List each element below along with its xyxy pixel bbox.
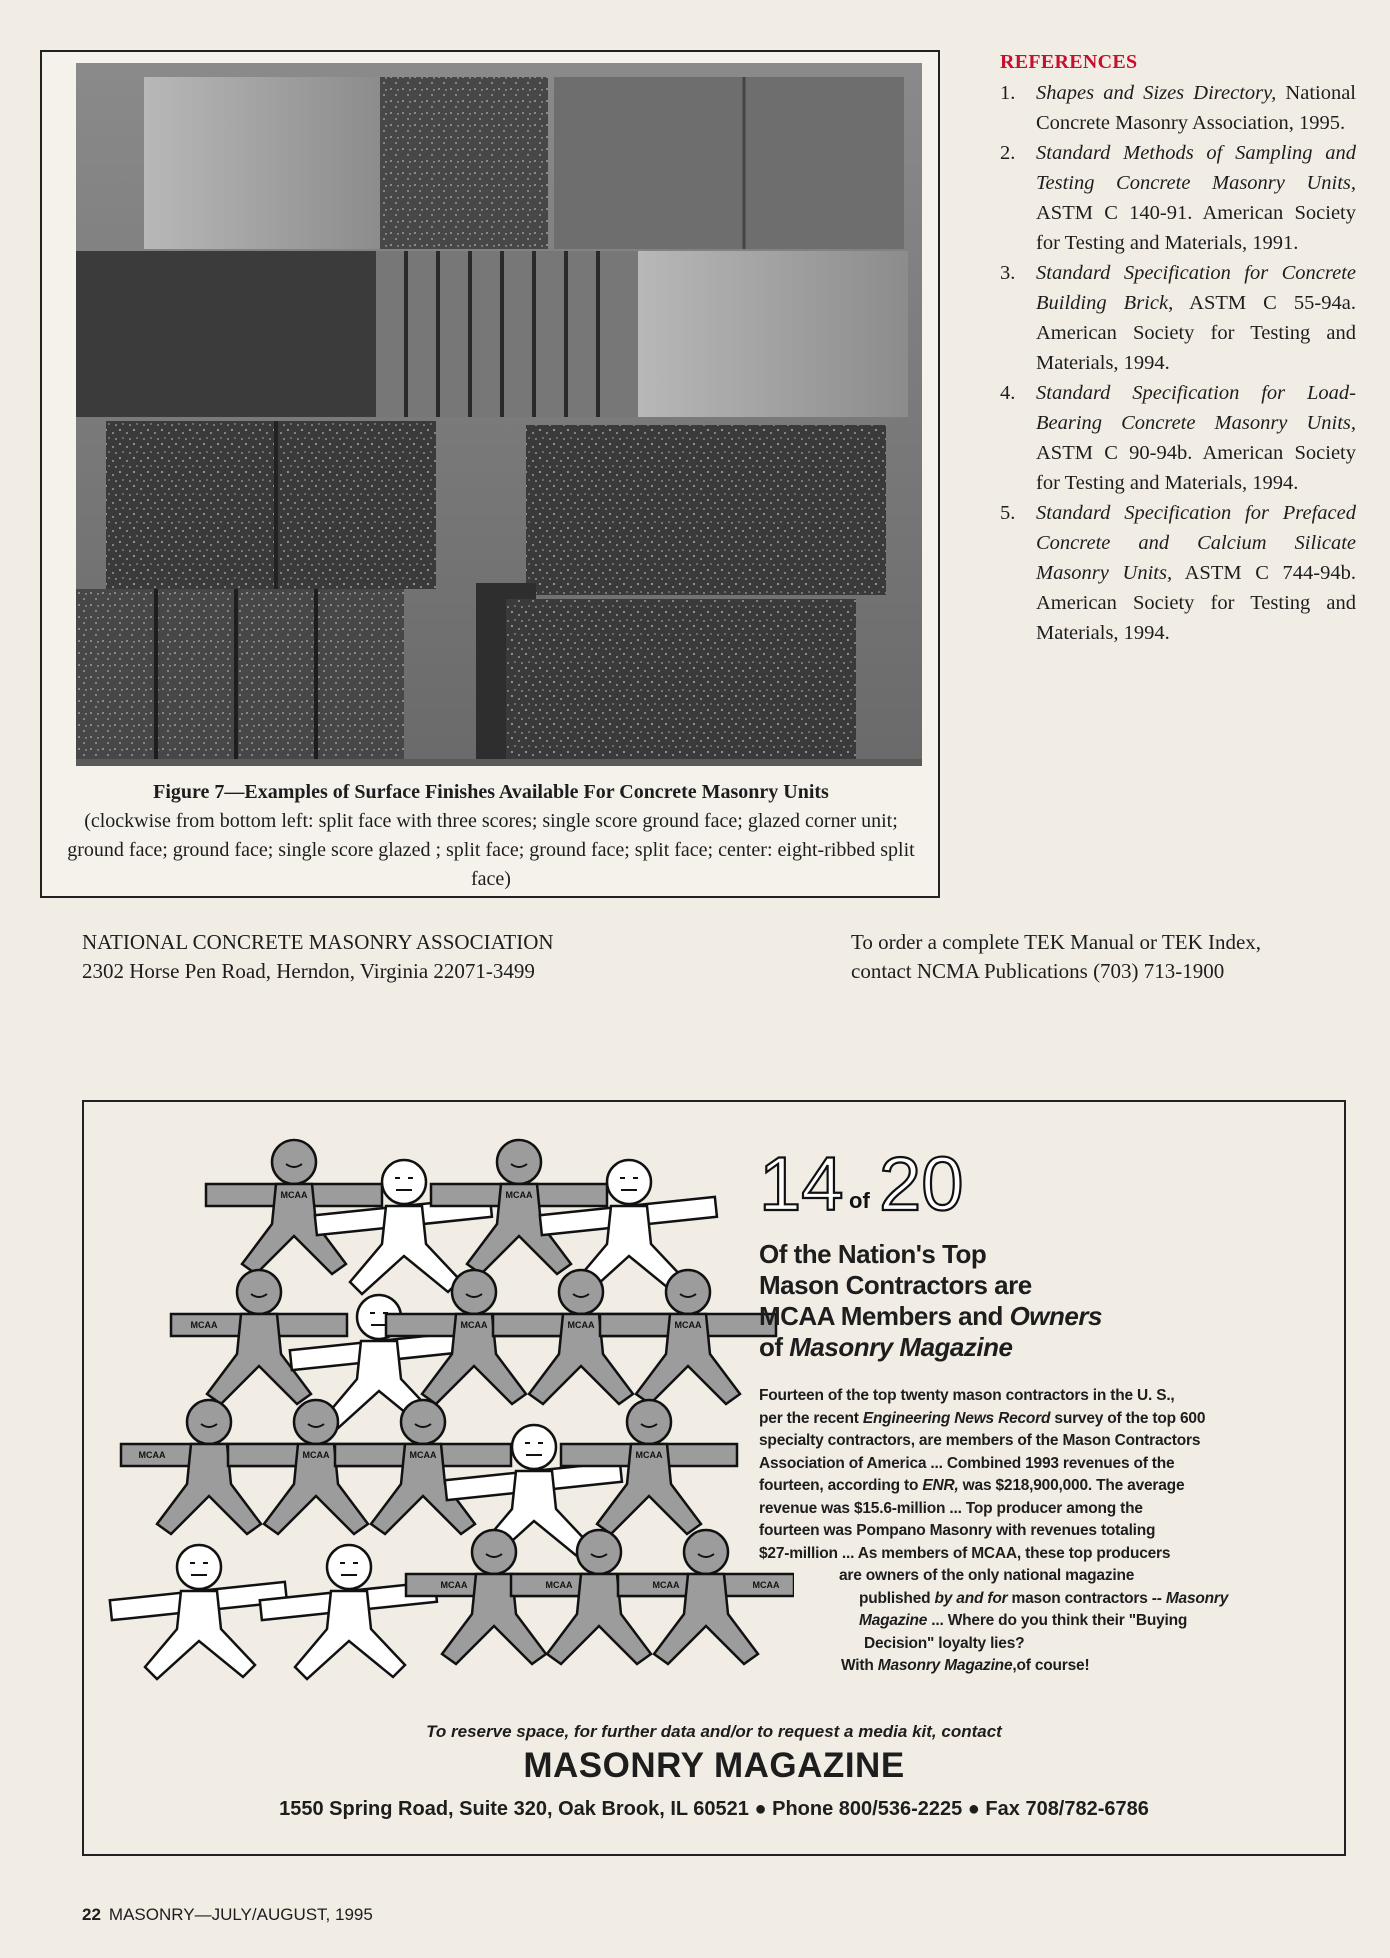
figure-caption [62,778,920,894]
mcaa-label: MCAA [652,1580,680,1590]
count-of: of [849,1188,870,1213]
page-number: 22 [82,1905,101,1924]
mcaa-label: MCAA [280,1190,308,1200]
mcaa-label: MCAA [138,1450,166,1460]
paper-doll-figures [94,1132,794,1692]
order-line-1: To order a complete TEK Manual or TEK Index, [851,930,1262,954]
caption-title: Figure 7—Examples of Surface Finishes Available For Concrete Masonry Units [153,781,829,803]
ad-headline: Of the Nation's Top Mason Contractors are MCAA Members and Owners of Masonry Magazine [759,1239,1102,1362]
order-line-2: contact NCMA Publications (703) 713-1900 [851,959,1225,983]
reference-item: 1. Shapes and Sizes Directory, National Concrete Masonry Association, 1995. [1000,82,1356,134]
mcaa-label: MCAA [302,1450,330,1460]
mcaa-label: MCAA [190,1320,218,1330]
masonry-units-photo [76,63,922,766]
ncma-address: 2302 Horse Pen Road, Herndon, Virginia 22071-3499 [82,959,535,983]
mcaa-label: MCAA [460,1320,488,1330]
mcaa-label: MCAA [635,1450,663,1460]
references-section [1000,50,1356,648]
references-heading: REFERENCES [1000,51,1138,73]
references-list [1000,78,1356,648]
fourteen-of-twenty [759,1140,989,1224]
figure-box [40,50,940,898]
mcaa-label: MCAA [545,1580,573,1590]
magazine-name: MASONRY MAGAZINE [523,1746,905,1785]
publication-title: MASONRY—JULY/AUGUST, 1995 [108,1905,373,1924]
reference-item: 3. Standard Specification for Concrete Building Brick, ASTM C 55-94a. American Society for Testing and Materials, 1994. [1000,262,1356,374]
count-number: 14 [759,1142,844,1224]
order-info-block [851,928,1261,986]
mcaa-label: MCAA [505,1190,533,1200]
mcaa-label: MCAA [409,1450,437,1460]
magazine-address: 1550 Spring Road, Suite 320, Oak Brook, IL 60521 ● Phone 800/536-2225 ● Fax 708/782-6786 [279,1798,1149,1820]
mcaa-label: MCAA [674,1320,702,1330]
caption-text: (clockwise from bottom left: split face with three scores; single score ground face; glazed corner unit; ground face; ground face; single score glazed ; split face; ground face; split face; center: eight-ribbed split face) [67,810,915,890]
page-footer [82,1905,373,1925]
ncma-name: NATIONAL CONCRETE MASONRY ASSOCIATION [82,930,554,954]
reference-item: 5. Standard Specification for Prefaced Concrete and Calcium Silicate Masonry Units, ASTM C 744-94b. American Society for Testing and Materials, 1994. [1000,502,1357,644]
ncma-address-block [82,928,554,986]
mcaa-label: MCAA [752,1580,780,1590]
mcaa-label: MCAA [440,1580,468,1590]
glazed-block-left [144,77,380,249]
reference-item: 2. Standard Methods of Sampling and Testing Concrete Masonry Units, ASTM C 140-91. American Society for Testing and Materials, 1991. [1000,142,1356,254]
count-total: 20 [879,1142,964,1224]
mcaa-label: MCAA [567,1320,595,1330]
masonry-magazine-ad [82,1100,1346,1856]
contact-note: To reserve space, for further data and/or to request a media kit, contact [426,1722,1002,1741]
reference-item: 4. Standard Specification for Load-Bearing Concrete Masonry Units, ASTM C 90-94b. American Society for Testing and Materials, 1994. [1000,382,1356,494]
ad-body-text: Fourteen of the top twenty mason contractors in the U. S., per the recent Engineering News Record survey of the top 600 specialty contractors, are members of the Mason Contractors Association of America ... Combined 1993 revenues of the fourteen, according to ENR, was $218,900,000. The average revenue was $15.6-million ... Top producer among the fourteen was Pompano Masonry with revenues totaling $27-million ... As members of MCAA, these top producers are owners of the only national magazine published by and for mason contractors -- Masonry Magazine ... Where do you think their "Buying Decision" loyalty lies? With Masonry Magazine,of course! [759,1387,1229,1674]
